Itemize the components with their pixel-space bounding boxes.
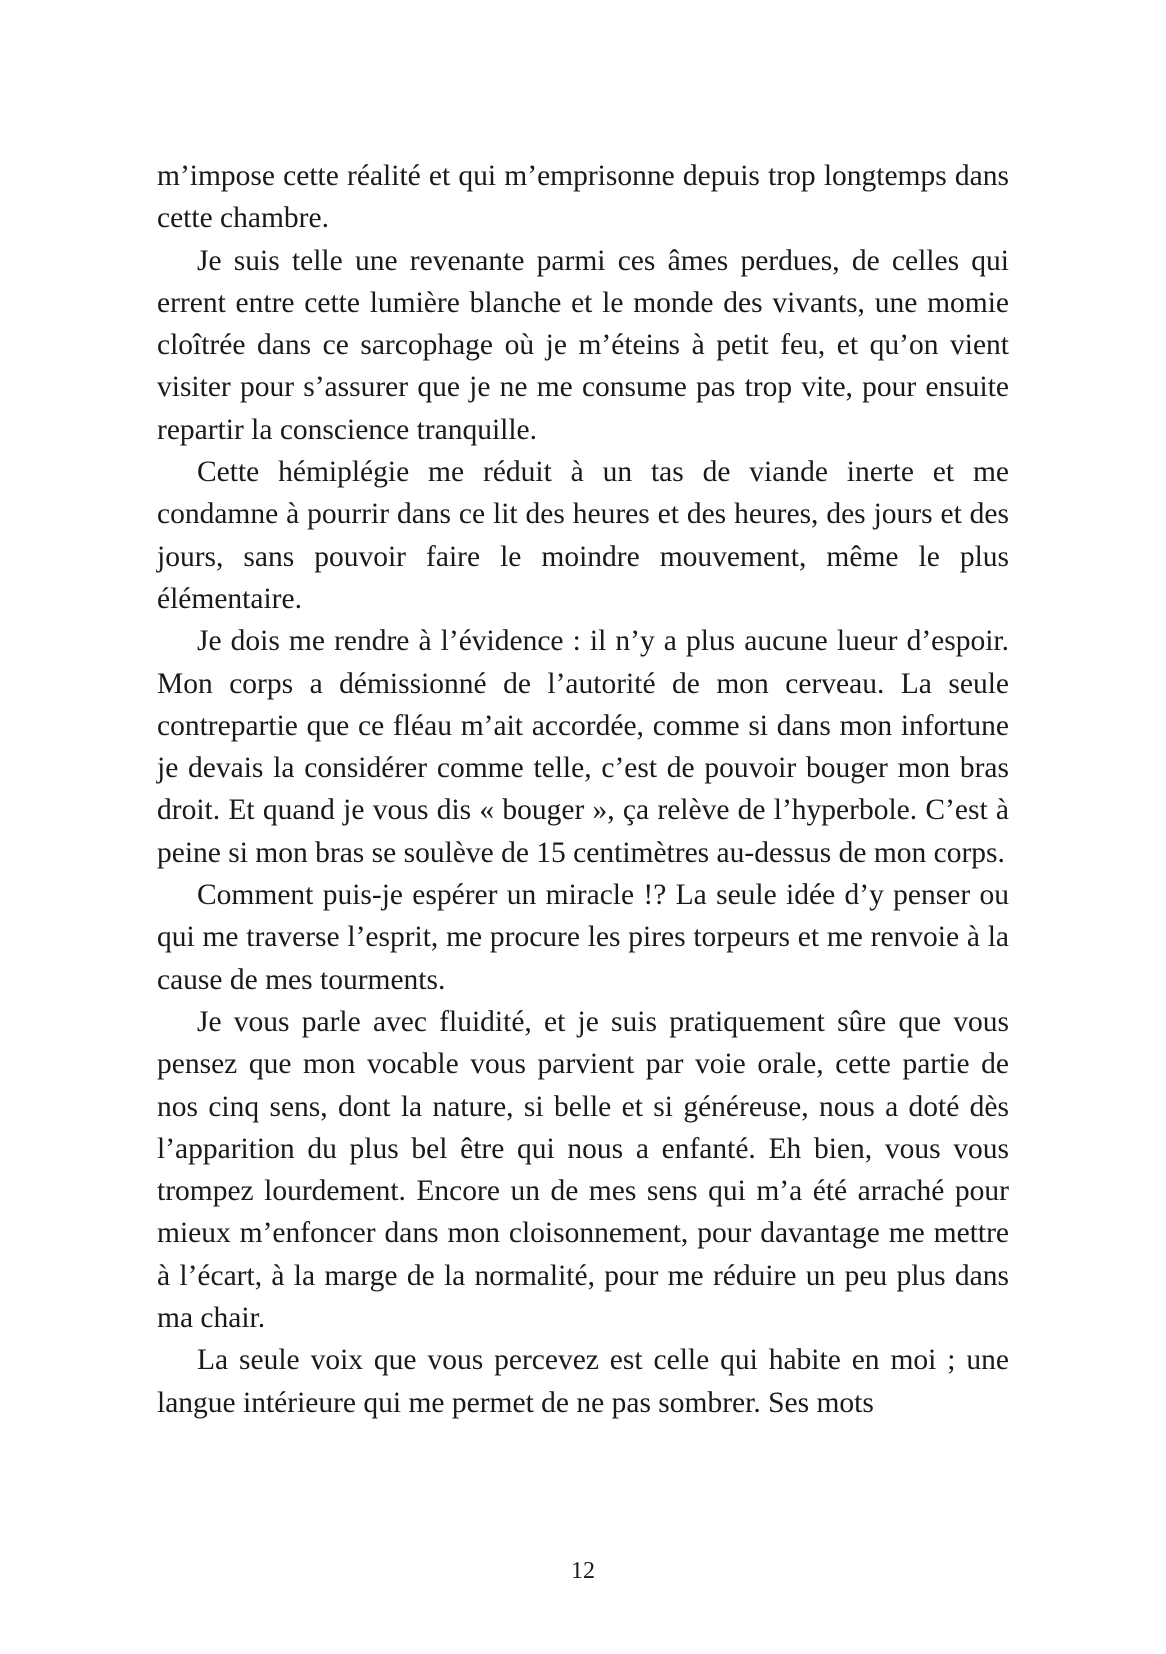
paragraph: Cette hémiplégie me réduit à un tas de viande inerte et me condamne à pourrir dans ce lit des heures et des heures, des jours et des jours, sans pouvoir faire le moindre mouvement, même le plus élémentaire. [157, 456, 1009, 615]
paragraph: Je vous parle avec fluidité, et je suis pratiquement sûre que vous pensez que mon vocable vous parvient par voie orale, cette partie de nos cinq sens, dont la nature, si belle et si généreuse, nous a doté dès l’apparition du plus bel être qui nous a enfanté. Eh bien, vous vous trompez lourdement. Encore un de mes sens qui m’a été arraché pour mieux m’enfoncer dans mon cloisonnement, pour davantage me mettre à l’écart, à la marge de la normalité, pour me réduire un peu plus dans ma chair. [157, 1005, 1009, 1335]
paragraph: Comment puis-je espérer un miracle !? La seule idée d’y penser ou qui me traverse l’esprit, me procure les pires torpeurs et me renvoie à la cause de mes tourments. [157, 879, 1009, 996]
paragraph: Je suis telle une revenante parmi ces âmes perdues, de celles qui errent entre cette lumière blanche et le monde des vivants, une momie cloîtrée dans ce sarcophage où je m’éteins à petit feu, et qu’on vient visiter pour s’assurer que je ne me consume pas trop vite, pour ensuite repartir la conscience tranquille. [157, 244, 1009, 446]
paragraph: Je dois me rendre à l’évidence : il n’y a plus aucune lueur d’espoir. Mon corps a démissionné de l’autorité de mon cerveau. La seule contrepartie que ce fléau m’ait accordée, comme si dans mon infortune je devais la considérer comme telle, c’est de pouvoir bouger mon bras droit. Et quand je vous dis « bouger », ça relève de l’hyperbole. C’est à peine si mon bras se soulève de 15 centimètres au-dessus de mon corps. [157, 625, 1009, 869]
paragraph: La seule voix que vous percevez est celle qui habite en moi ; une langue intérieure qui me permet de ne pas sombrer. Ses mots [157, 1344, 1009, 1419]
body-text [157, 155, 1009, 1424]
page-number: 12 [571, 1558, 595, 1584]
paragraph-continued: m’impose cette réalité et qui m’emprisonne depuis trop longtemps dans cette chambre. [157, 160, 1009, 235]
